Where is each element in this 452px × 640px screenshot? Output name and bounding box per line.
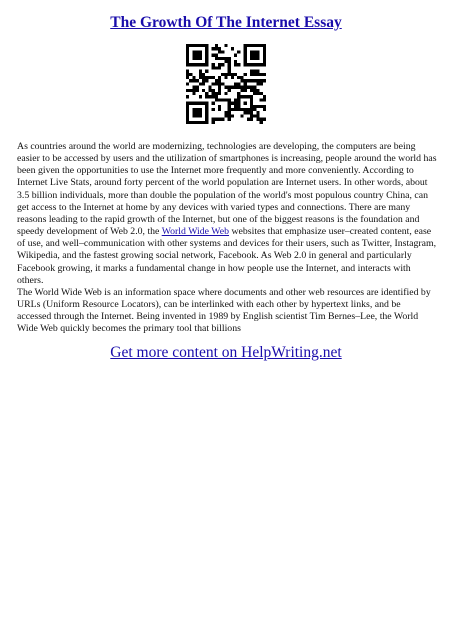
qr-code-icon [186,44,266,124]
document-title-link[interactable]: The Growth Of The Internet Essay [110,14,342,31]
paragraph-1-text-b: websites that emphasize user–created content, ease of use, and well–communication with other systems and devices for their users, such as Twitter, Instagram, Wikipedia, and the fastest growing social network, Facebook. As Web 2.0 in general and particularly Facebook growing, it marks a fundamental change in how people use the Internet, and interacts with others. [17,226,437,286]
paragraph-1-text-a: As countries around the world are modernizing, technologies are developing, the computers are being easier to be accessed by users and the utilization of smartphones is increasing, people around the world has been given the opportunities to use the Internet more frequently and more conveniently. According to Internet Live Stats, around forty percent of the world population are Internet users. In other words, about 3.5 billion individuals, more than double the population of the world's most populous country China, can get access to the Internet at home by any devices with varied types and connections. There are many reasons leading to the rapid growth of the Internet, but one of the biggest reasons is the foundation and speedy development of Web 2.0, the [17,141,437,238]
essay-body [17,141,437,336]
helpwriting-link[interactable]: Get more content on HelpWriting.net [110,344,342,361]
essay-paragraph-2: The World Wide Web is an information space where documents and other web resources are identified by URLs (Uniform Resource Locators), can be interlinked with each other by hypertext links, and be accessed through the Internet. Being invented in 1989 by English scientist Tim Bernes–Lee, the World Wide Web quickly becomes the primary tool that billions [17,286,431,335]
essay-paragraph-1 [17,141,437,287]
world-wide-web-link[interactable]: World Wide Web [161,226,230,238]
